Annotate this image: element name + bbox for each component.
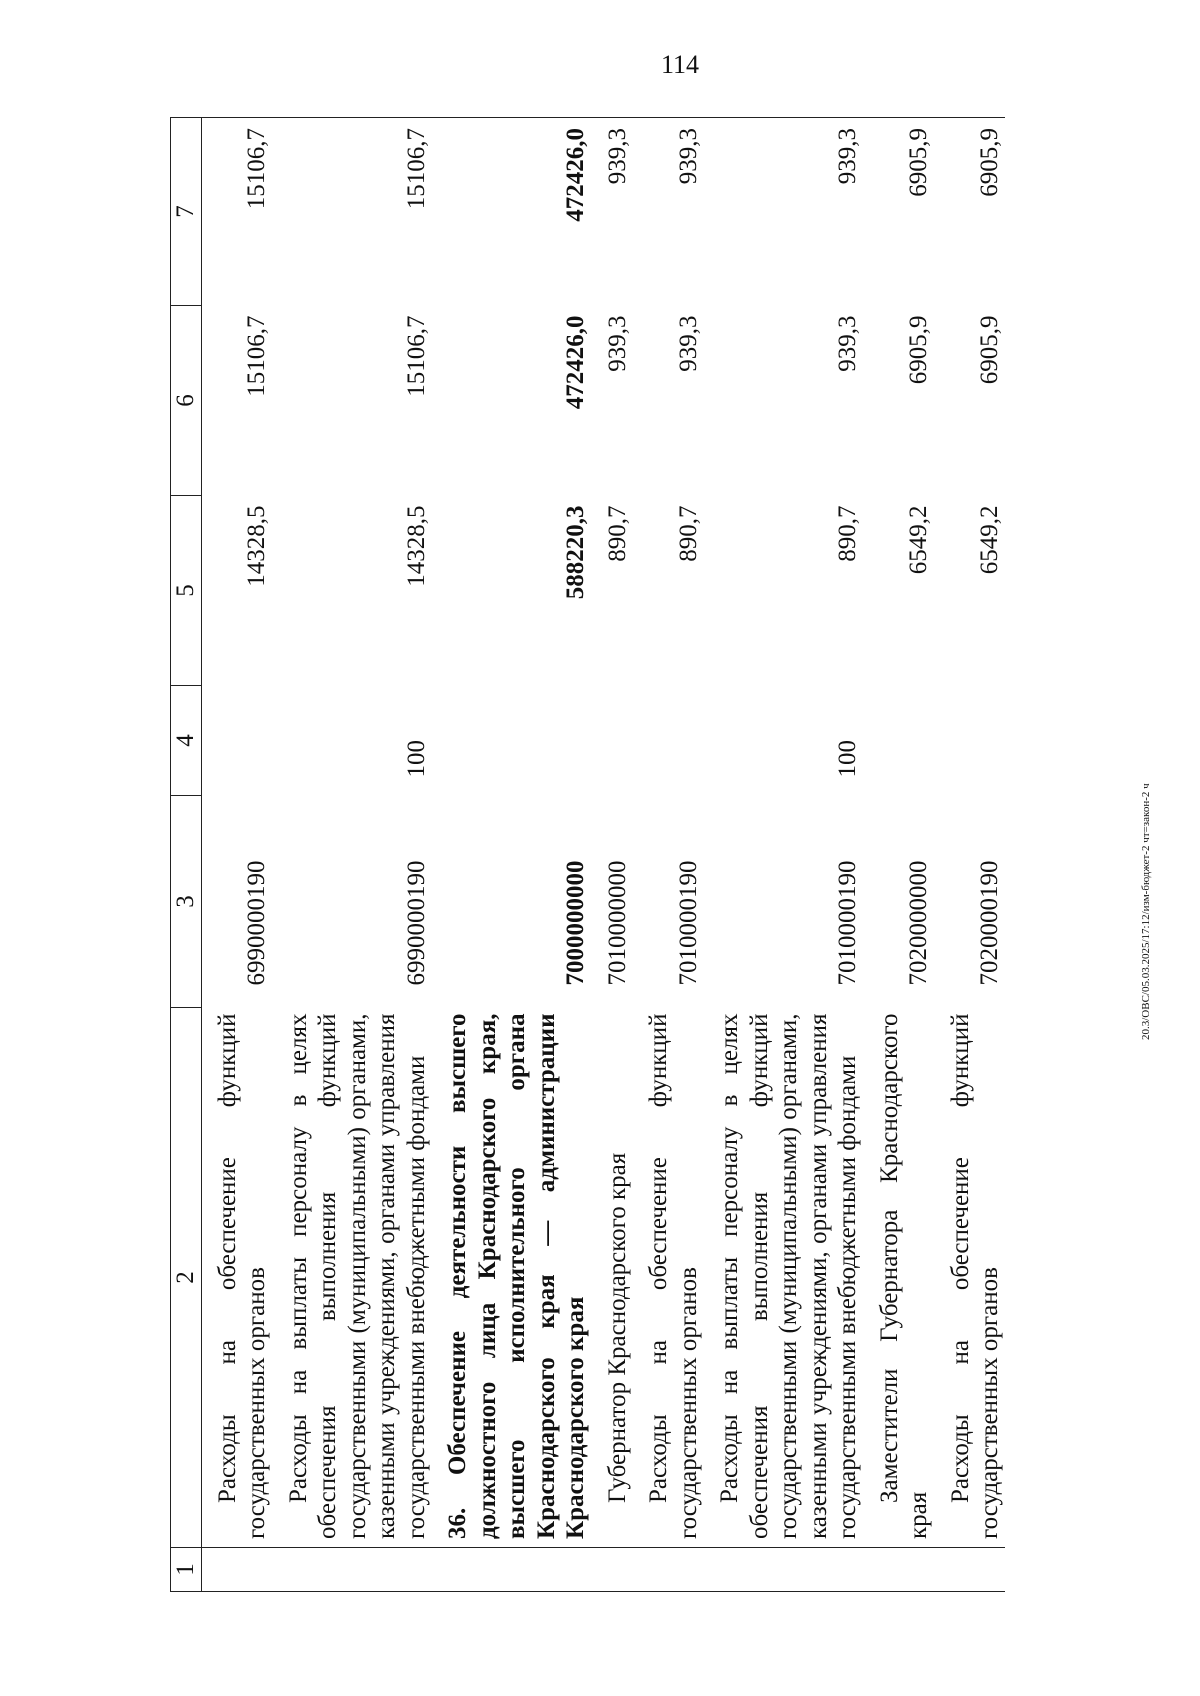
table-row bbox=[934, 118, 1005, 1592]
section-title: Обеспечение деятельности высшего должностного лица Краснодарского края, высшего исполнительного органа Краснодарского края — администрации Краснодарского края bbox=[444, 1013, 589, 1539]
row-value-6: 6905,9 bbox=[905, 315, 932, 385]
table-header-row bbox=[171, 118, 202, 1592]
row-number bbox=[591, 1548, 633, 1592]
page-number: 114 bbox=[660, 50, 700, 79]
row-value-7: 6905,9 bbox=[934, 118, 1005, 306]
row-value-5: 890,7 bbox=[603, 505, 631, 562]
row-number bbox=[863, 1548, 934, 1592]
row-value-6: 472426,0 bbox=[562, 315, 589, 410]
row-number bbox=[272, 1548, 432, 1592]
row-value-7: 939,3 bbox=[703, 118, 863, 306]
row-code: 6990000190 bbox=[402, 860, 430, 986]
row-code: 7010000000 bbox=[603, 860, 631, 986]
row-number bbox=[703, 1548, 863, 1592]
row-value-5: 6549,2 bbox=[905, 505, 932, 575]
table-row bbox=[431, 118, 591, 1592]
row-value-6: 6905,9 bbox=[976, 315, 1003, 385]
table-row bbox=[863, 118, 934, 1592]
row-code: 7020000190 bbox=[976, 860, 1003, 986]
row-name: Расходы на выплаты персоналу в целях обеспечения выполнения функций государственными (муниципальными) органами, казенными учреждениями, органами управления государственными внебюджетными фондами bbox=[284, 1013, 430, 1539]
row-value-5: 14328,5 bbox=[402, 505, 430, 587]
row-number bbox=[632, 1548, 703, 1592]
table-row bbox=[272, 118, 432, 1592]
row-group bbox=[202, 686, 272, 796]
row-value-7: 939,3 bbox=[591, 118, 633, 306]
row-number bbox=[431, 1548, 591, 1592]
row-value-6: 15106,7 bbox=[402, 315, 430, 397]
row-name: Расходы на обеспечение функций государственных органов bbox=[946, 1013, 1003, 1539]
col-header-2: 2 bbox=[171, 1008, 202, 1548]
row-group bbox=[591, 686, 633, 796]
row-value-7: 15106,7 bbox=[272, 118, 432, 306]
row-name: Заместители Губернатора Краснодарского края bbox=[875, 1013, 932, 1539]
col-header-7: 7 bbox=[171, 118, 202, 306]
row-value-5: 588220,3 bbox=[562, 505, 589, 600]
row-value-6: 939,3 bbox=[834, 315, 861, 372]
row-code: 7010000190 bbox=[674, 860, 702, 986]
row-group: 100 bbox=[402, 740, 430, 778]
row-number bbox=[934, 1548, 1005, 1592]
col-header-3: 3 bbox=[171, 796, 202, 1008]
col-header-5: 5 bbox=[171, 496, 202, 686]
rotated-budget-table bbox=[170, 118, 1070, 1592]
row-code: 7020000000 bbox=[905, 860, 932, 986]
row-group bbox=[863, 686, 934, 796]
col-header-4: 4 bbox=[171, 686, 202, 796]
row-value-6: 15106,7 bbox=[243, 315, 270, 397]
row-number bbox=[202, 1548, 272, 1592]
table-row bbox=[202, 118, 272, 1592]
row-value-5: 14328,5 bbox=[243, 505, 270, 587]
row-group bbox=[934, 686, 1005, 796]
table-row bbox=[703, 118, 863, 1592]
budget-table bbox=[170, 117, 1005, 1592]
row-value-5: 890,7 bbox=[834, 505, 861, 562]
row-name bbox=[431, 1008, 591, 1548]
row-group: 100 bbox=[834, 740, 861, 778]
row-code: 6990000190 bbox=[243, 860, 270, 986]
row-value-5: 890,7 bbox=[674, 505, 702, 562]
row-code: 7000000000 bbox=[562, 860, 589, 986]
row-name: Расходы на выплаты персоналу в целях обеспечения выполнения функций государственными (муниципальными) органами, казенными учреждениями, органами управления государственными внебюджетными фондами bbox=[716, 1013, 861, 1539]
table-row bbox=[632, 118, 703, 1592]
row-group bbox=[431, 686, 591, 796]
row-value-5: 6549,2 bbox=[976, 505, 1003, 575]
row-value-7: 6905,9 bbox=[863, 118, 934, 306]
table-row bbox=[591, 118, 633, 1592]
row-value-6: 939,3 bbox=[603, 315, 631, 372]
row-code: 7010000190 bbox=[834, 860, 861, 986]
row-name: Расходы на обеспечение функций государственных органов bbox=[213, 1013, 270, 1539]
col-header-1: 1 bbox=[171, 1548, 202, 1592]
row-group bbox=[632, 686, 703, 796]
row-value-7: 939,3 bbox=[632, 118, 703, 306]
row-value-6: 939,3 bbox=[674, 315, 702, 372]
row-name: Расходы на обеспечение функций государственных органов bbox=[645, 1013, 702, 1539]
row-name: Губернатор Краснодарского края bbox=[603, 1152, 631, 1503]
section-number: 36. bbox=[444, 1507, 471, 1539]
row-value-7: 472426,0 bbox=[431, 118, 591, 306]
document-footer-code: 20.3/ОВС/05.03.2025/17:12/изм-бюджет-2 чт=закон-2 ч bbox=[1140, 783, 1152, 1040]
col-header-6: 6 bbox=[171, 306, 202, 496]
row-value-7: 15106,7 bbox=[202, 118, 272, 306]
